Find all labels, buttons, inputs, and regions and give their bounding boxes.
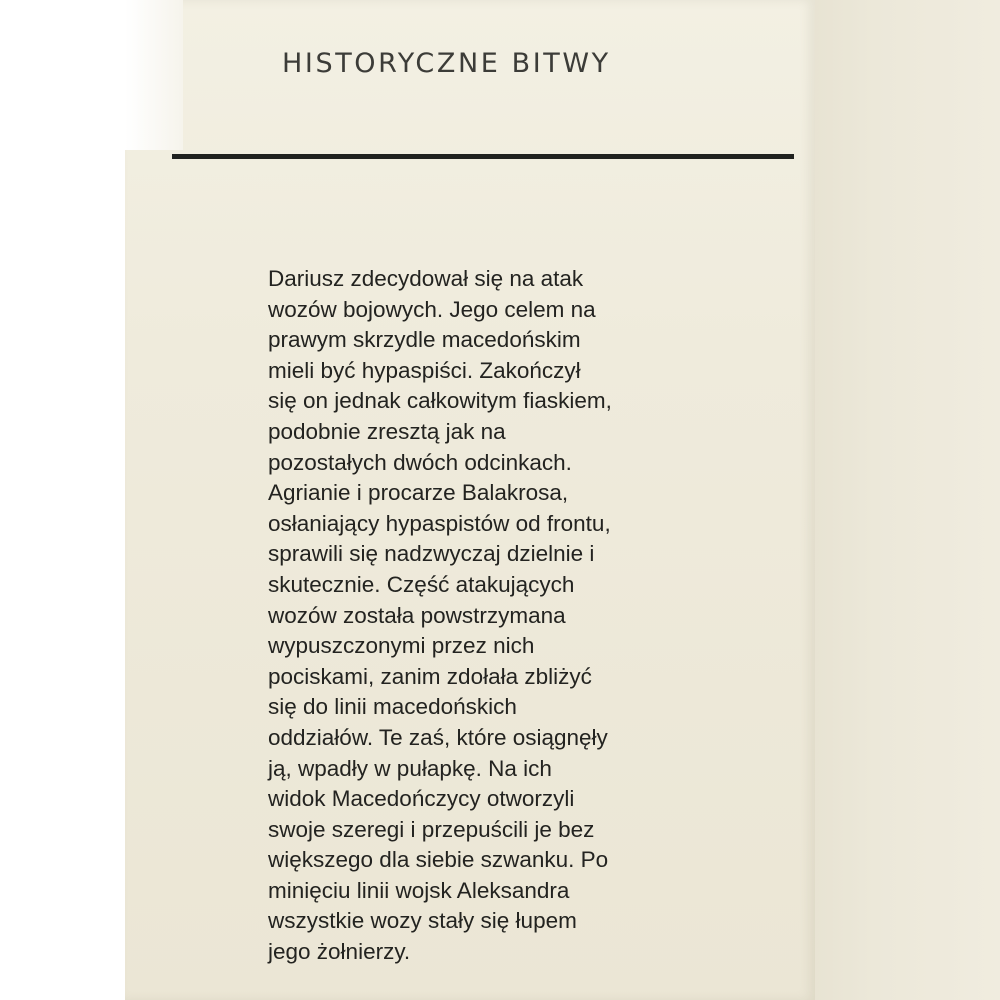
text-line: ją, wpadły w pułapkę. Na ich xyxy=(268,755,552,781)
text-line: pozostałych dwóch odcinkach. xyxy=(268,449,572,475)
text-line: sprawili się nadzwyczaj dzielnie i xyxy=(268,541,595,567)
text-line: pociskami, zanim zdołała zbliżyć xyxy=(268,663,592,689)
text-line: Agrianie i procarze Balakrosa, xyxy=(268,480,569,506)
page-header-title: HISTORYCZNE BITWY xyxy=(282,48,611,79)
text-line: mieli być hypaspiści. Zakończył xyxy=(268,357,581,383)
text-line: skutecznie. Część atakujących xyxy=(268,571,575,597)
text-line: osłaniający hypaspistów od frontu, xyxy=(268,510,611,536)
text-line: wozów została powstrzymana xyxy=(268,602,566,628)
body-paragraph xyxy=(268,264,768,968)
text-line: widok Macedończycy otworzyli xyxy=(268,786,575,812)
text-line: Dariusz zdecydował się na atak xyxy=(268,266,584,291)
text-line: podobnie zresztą jak na xyxy=(268,418,506,444)
text-line: wypuszczonymi przez nich xyxy=(268,633,535,659)
header-divider xyxy=(172,154,794,159)
text-line: wszystkie wozy stały się łupem xyxy=(268,908,577,934)
text-line: wozów bojowych. Jego celem na xyxy=(268,296,596,322)
page-edge-highlight xyxy=(125,0,183,150)
book-cover-edge xyxy=(790,0,1000,1000)
text-line: się on jednak całkowitym fiaskiem, xyxy=(268,388,612,414)
text-line: oddziałów. Te zaś, które osiągnęły xyxy=(268,724,608,750)
text-line: jego żołnierzy. xyxy=(268,939,411,965)
text-line: większego dla siebie szwanku. Po xyxy=(268,847,609,873)
text-line: minięciu linii wojsk Aleksandra xyxy=(268,877,570,903)
text-line: prawym skrzydle macedońskim xyxy=(268,327,581,353)
text-line: swoje szeregi i przepuścili je bez xyxy=(268,816,595,842)
text-line: się do linii macedońskich xyxy=(268,694,517,720)
